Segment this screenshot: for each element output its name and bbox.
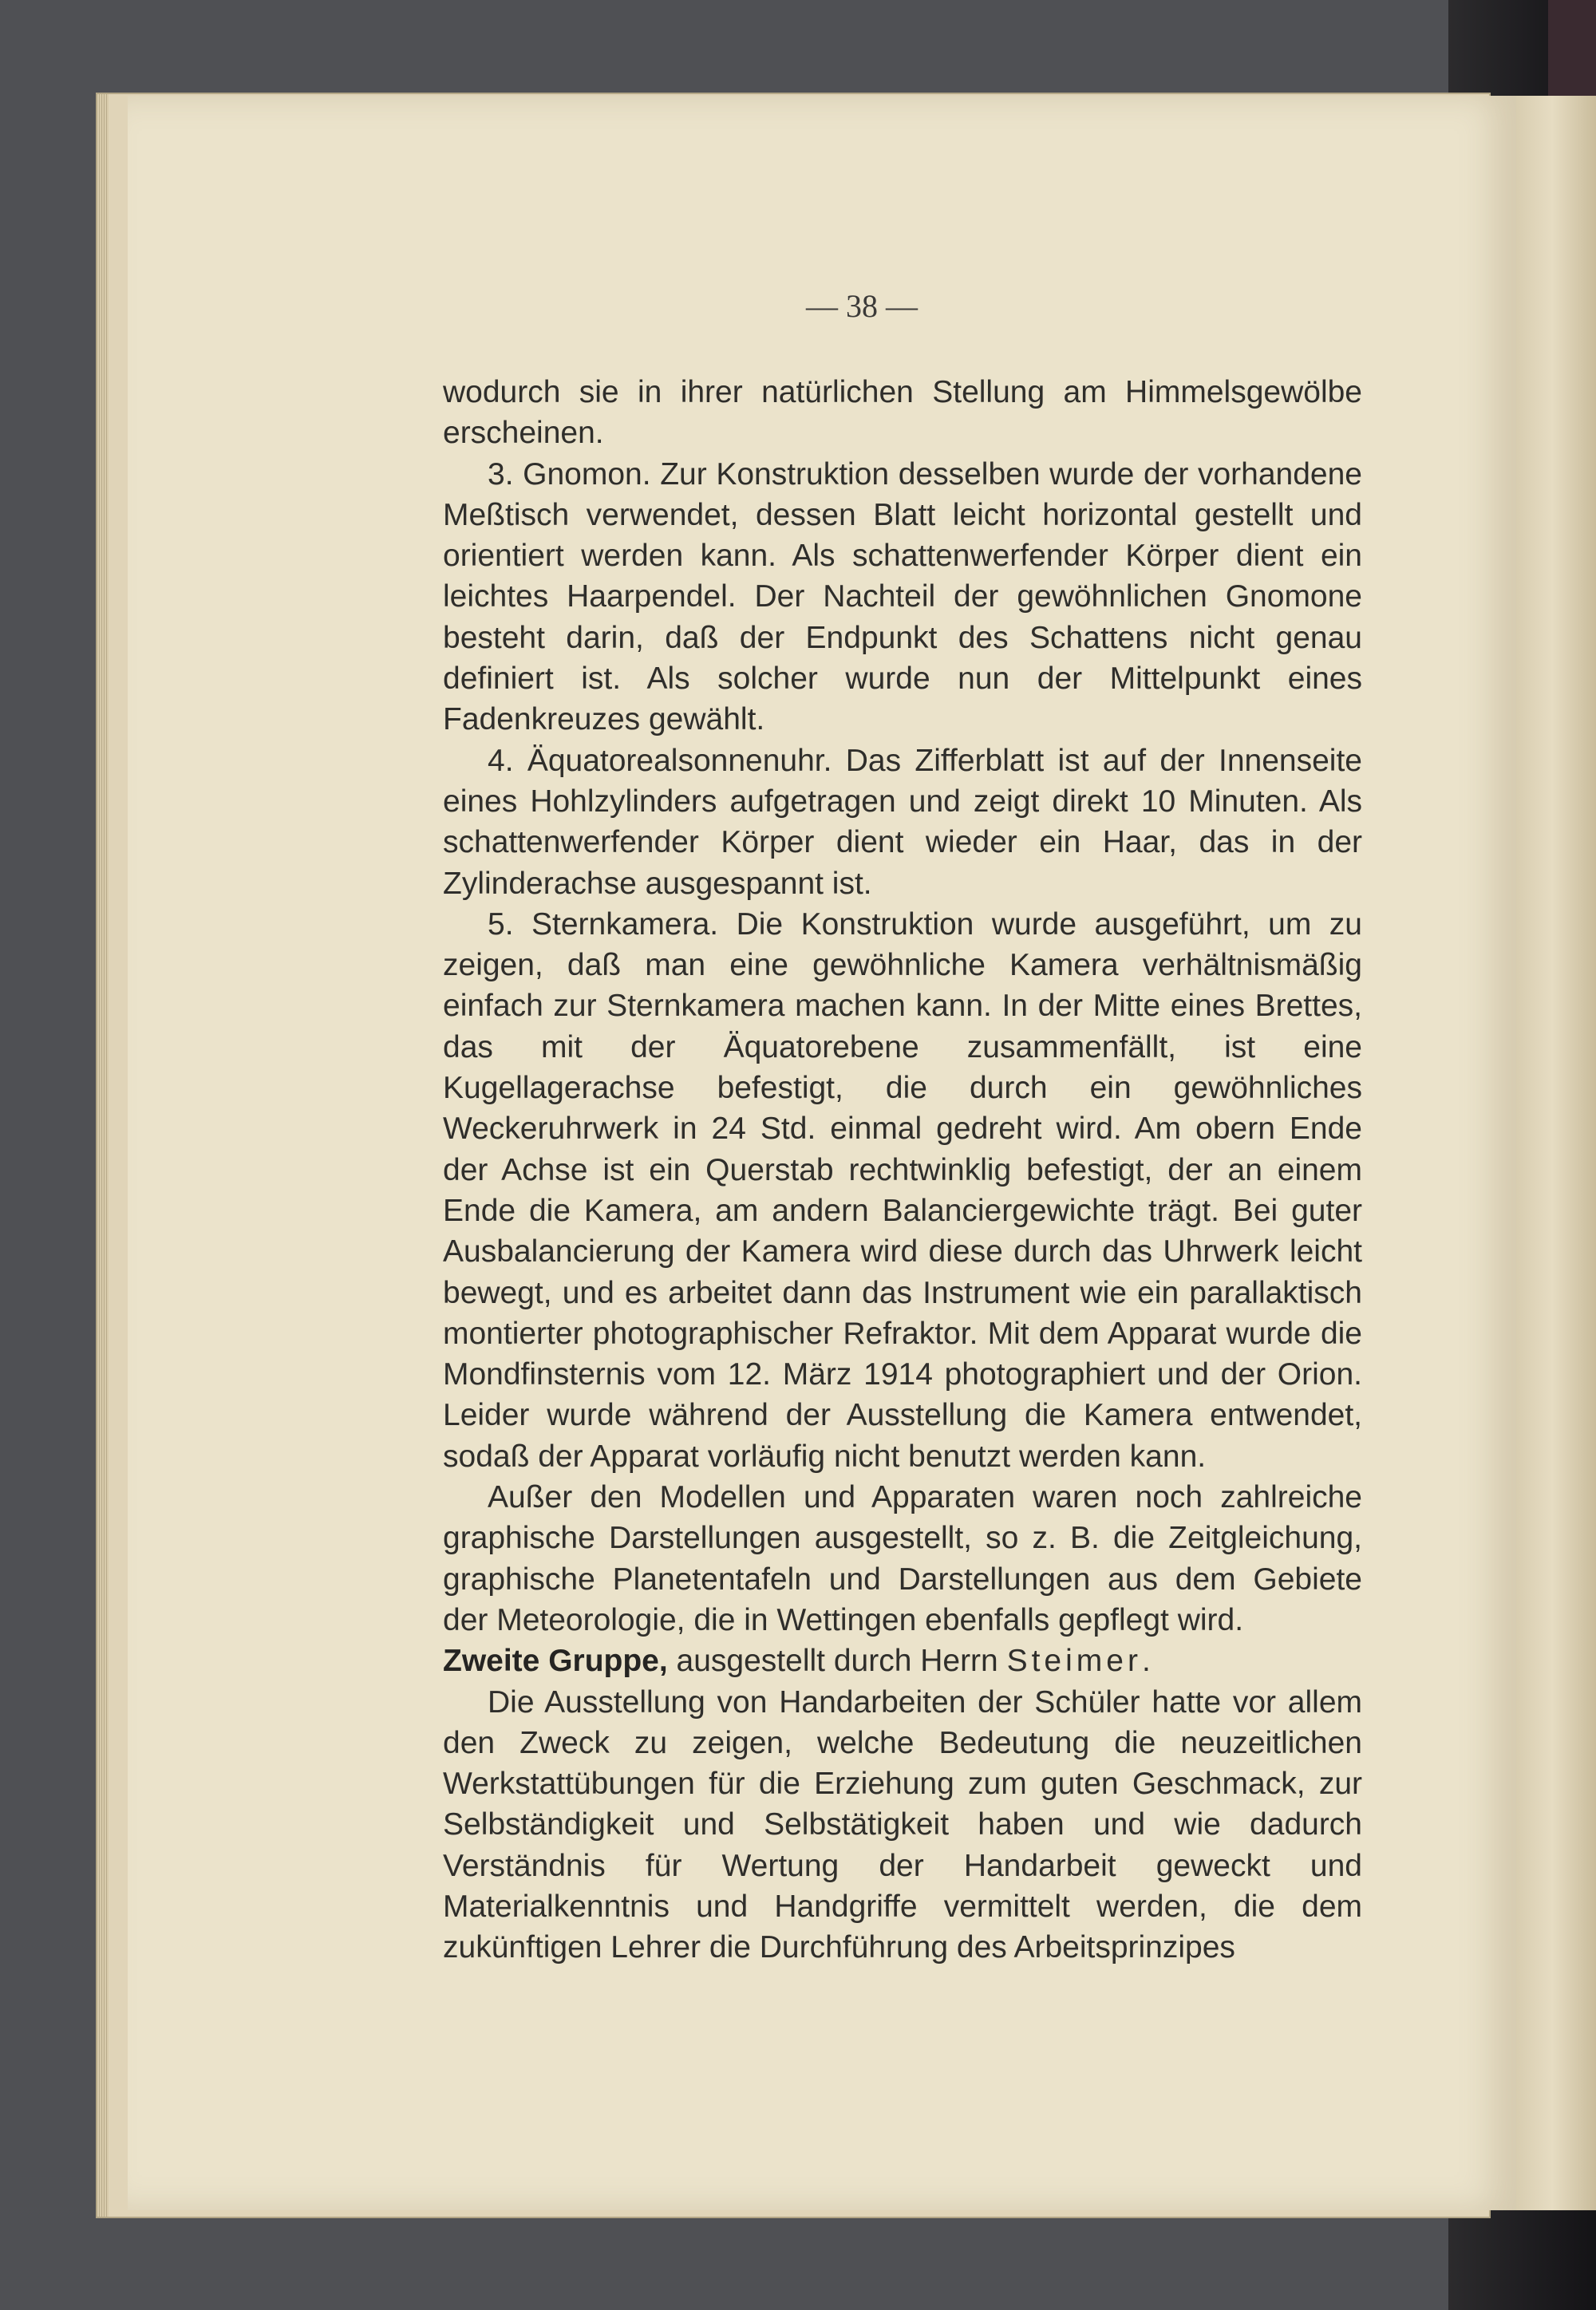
section-heading-end: . <box>1141 1644 1151 1679</box>
paragraph-sundial: 4. Äquatorealsonnenuhr. Das Zifferblatt ist auf der Innenseite eines Hohlzylinders aufgetragen und zeigt direkt 10 Minuten. Als schattenwerfender Körper dient wieder ein Haar, das in der Zylinderachse ausgespannt ist. <box>443 743 1362 901</box>
section-heading-name: Steimer <box>1006 1644 1142 1679</box>
paragraph-graphics: Außer den Modellen und Apparaten waren noch zahlreiche graphische Darstellungen ausgestellt, so z. B. die Zeitgleichung, graphische Planetentafeln und Darstellungen aus dem Gebiete der Meteorologie, die in Wettingen ebenfalls gepflegt wird. <box>443 1480 1362 1637</box>
paragraph-continuation: wodurch sie in ihrer natürlichen Stellung am Himmelsgewölbe erscheinen. <box>443 375 1362 451</box>
book-binding-edge <box>1548 0 1596 104</box>
page-number: — 38 — <box>806 288 918 324</box>
paragraph-gnomon: 3. Gnomon. Zur Konstruktion desselben wurde der vorhandene Meßtisch verwendet, dessen Blatt leicht horizontal gestellt und orientiert werden kann. Als schattenwerfender Körper dient ein leichtes Haarpendel. Der Nachteil der gewöhnlichen Gnomone besteht darin, daß der Endpunkt des Schattens nicht genau definiert ist. Als solcher wurde nun der Mittelpunkt eines Fadenkreuzes gewählt. <box>443 456 1362 737</box>
section-heading-bold: Zweite Gruppe, <box>443 1644 668 1679</box>
section-heading <box>443 1641 1362 1681</box>
paragraph-handwork: Die Ausstellung von Handarbeiten der Schüler hatte vor allem den Zweck zu zeigen, welche Bedeutung die neuzeitlichen Werkstattübungen für die Erziehung zum guten Geschmack, zur Selbständigkeit und Selbstätigkeit haben und wie dadurch Verständnis für Wertung der Handarbeit geweckt und Materialkenntnis und Handgriffe vermittelt werden, die dem zukünftigen Lehrer die Durchführung des Arbeitsprinzipes <box>443 1684 1362 1965</box>
body-text <box>443 372 1362 1968</box>
section-heading-rest: ausgestellt durch Herrn <box>667 1644 1007 1679</box>
paragraph-star-camera: 5. Sternkamera. Die Konstruktion wurde ausgeführt, um zu zeigen, daß man eine gewöhnliche Kamera verhältnismäßig einfach zur Sternkamera machen kann. In der Mitte eines Brettes, das mit der Äquatorebene zusammenfällt, ist eine Kugellagerachse befestigt, die durch ein gewöhnliches Weckeruhrwerk in 24 Std. einmal gedreht wird. Am obern Ende der Achse ist ein Querstab rechtwinklig befestigt, der an einem Ende die Kamera, am andern Balanciergewichte trägt. Bei guter Ausbalancierung der Kamera wird diese durch das Uhrwerk leicht bewegt, und es arbeitet dann das Instrument wie ein parallaktisch montierter photographischer Refraktor. Mit dem Apparat wurde die Mondfinsternis vom 12. März 1914 photographiert und der Orion. Leider wurde während der Ausstellung die Kamera entwendet, sodaß der Apparat vorläufig nicht benutzt werden kann. <box>443 906 1362 1474</box>
facing-page-edge <box>1516 96 1596 2210</box>
